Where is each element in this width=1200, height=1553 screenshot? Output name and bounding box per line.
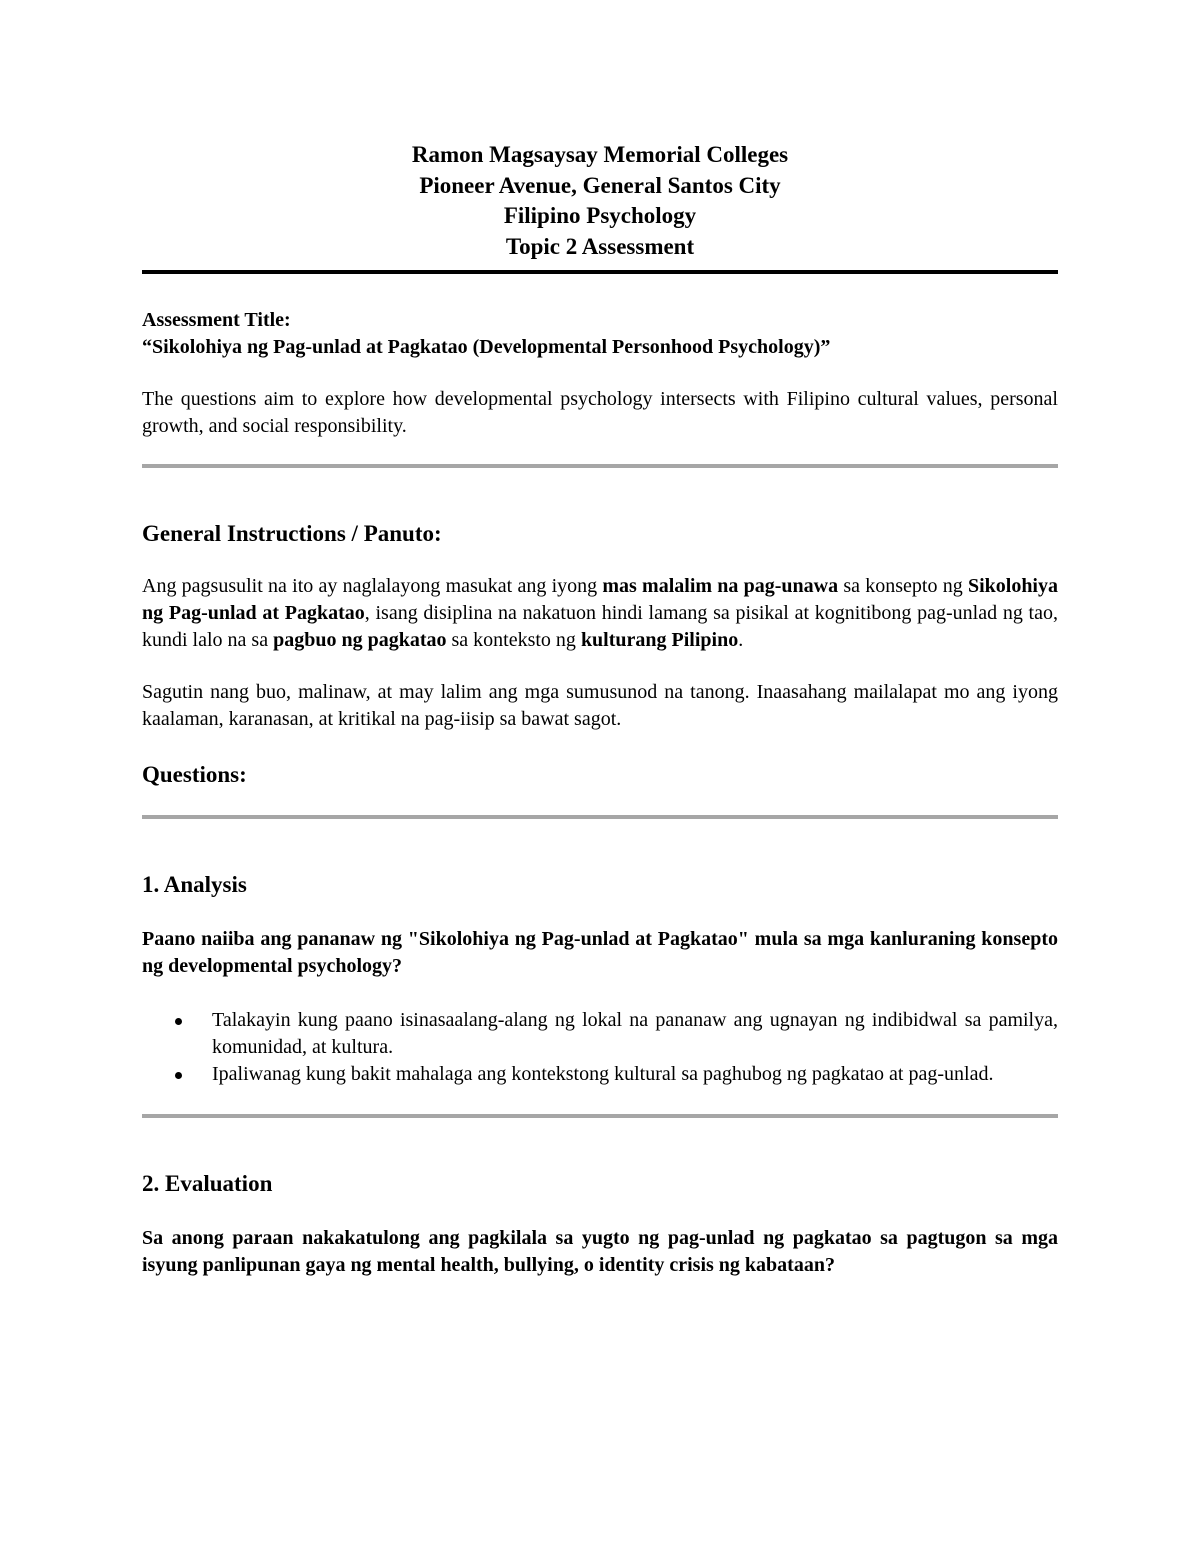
assessment-title: “Sikolohiya ng Pag-unlad at Pagkatao (Developmental Personhood Psychology)” xyxy=(142,336,831,358)
list-item: Ipaliwanag kung bakit mahalaga ang kontekstong kultural sa paghubog ng pagkatao at pag-unlad. xyxy=(142,1061,1058,1088)
assessment-title-label: Assessment Title: xyxy=(142,309,291,331)
section-divider xyxy=(142,815,1058,819)
document-header xyxy=(142,140,1058,262)
institution-name: Ramon Magsaysay Memorial Colleges xyxy=(411,142,789,167)
assessment-topic: Topic 2 Assessment xyxy=(505,233,695,259)
institution-address: Pioneer Avenue, General Santos City xyxy=(419,172,781,198)
course-name: Filipino Psychology xyxy=(503,203,697,228)
bullet-icon xyxy=(175,1018,182,1025)
question-2-text: Sa anong paraan nakakatulong ang pagkilala sa yugto ng pag-unlad ng pagkatao sa pagtugon sa mga isyung panlipunan gaya ng mental health, bullying, o identity crisis ng kabataan? xyxy=(142,1227,1058,1276)
instructions-paragraph-1: Ang pagsusulit na ito ay naglalayong masukat ang iyong mas malalim na pag-unawa sa konsepto ng Sikolohiya ng Pag-unlad at Pagkatao, isang disiplina na nakatuon hindi lamang sa pisikal at kognitibong pag-unlad ng tao, kundi lalo na sa pagbuo ng pagkatao sa konteksto ng kulturang Pilipino. xyxy=(142,575,1058,651)
assessment-title-block xyxy=(142,307,1058,361)
section-divider xyxy=(142,1114,1058,1118)
question-1-heading: 1. Analysis xyxy=(142,872,247,897)
list-item: Talakayin kung paano isinasaalang-alang ng lokal na pananaw ang ugnayan ng indibidwal sa pamilya, komunidad, at kultura. xyxy=(142,1007,1058,1061)
bullet-icon xyxy=(175,1072,182,1079)
instructions-heading: General Instructions / Panuto: xyxy=(142,521,442,546)
questions-heading: Questions: xyxy=(142,762,247,787)
question-1-text: Paano naiiba ang pananaw ng "Sikolohiya ng Pag-unlad at Pagkatao" mula sa mga kanluraning konsepto ng developmental psychology? xyxy=(142,928,1058,977)
question-2-heading: 2. Evaluation xyxy=(142,1171,273,1196)
instructions-paragraph-2: Sagutin nang buo, malinaw, at may lalim ang mga sumusunod na tanong. Inaasahang mailalapat mo ang iyong kaalaman, karanasan, at kritikal na pag-iisip sa bawat sagot. xyxy=(142,681,1058,730)
header-divider xyxy=(142,270,1058,274)
assessment-description: The questions aim to explore how developmental psychology intersects with Filipino cultural values, personal growth, and social responsibility. xyxy=(142,388,1058,437)
question-1-bullets xyxy=(142,1007,1058,1088)
document-content xyxy=(142,140,1058,1279)
section-divider xyxy=(142,464,1058,468)
